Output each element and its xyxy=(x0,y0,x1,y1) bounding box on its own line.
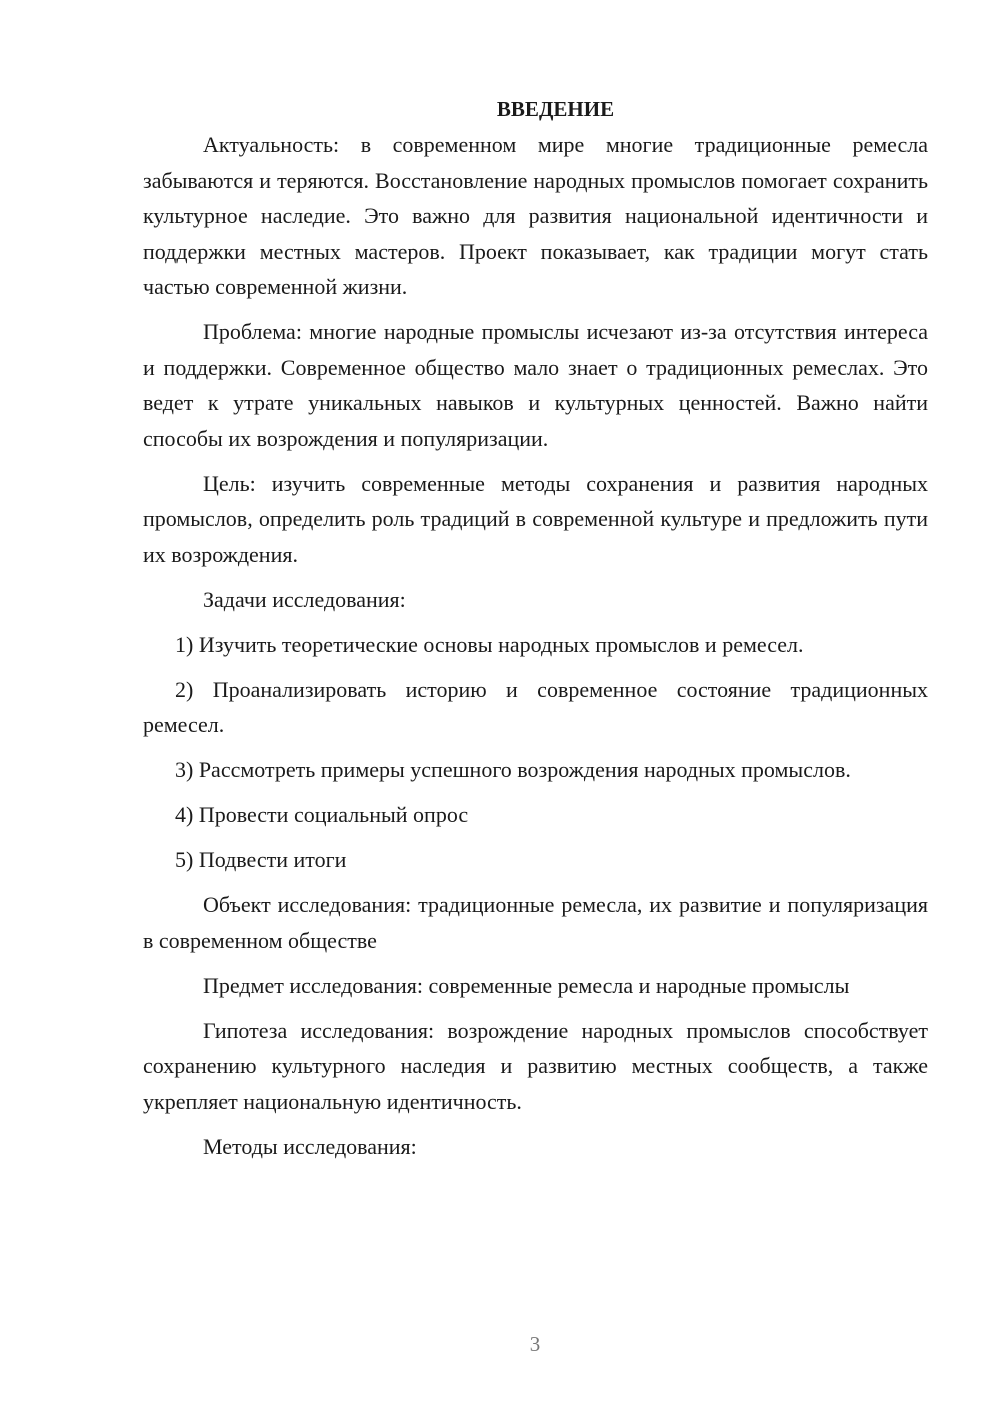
paragraph-object: Объект исследования: традиционные ремесла, их развитие и популяризация в современном обществе xyxy=(143,892,928,953)
document-page xyxy=(143,92,928,1174)
task-item-3: 3) Рассмотреть примеры успешного возрождения народных промыслов. xyxy=(175,757,851,782)
section-heading: ВВЕДЕНИЕ xyxy=(496,97,615,121)
paragraph-problem: Проблема: многие народные промыслы исчезают из-за отсутствия интереса и поддержки. Современное общество мало знает о традиционных ремеслах. Это ведет к утрате уникальных навыков и культурных ценностей. Важно найти способы их возрождения и популяризации. xyxy=(143,319,928,451)
paragraph-tasks-intro: Задачи исследования: xyxy=(203,586,406,612)
paragraph-goal: Цель: изучить современные методы сохранения и развития народных промыслов, определить роль традиций в современной культуре и предложить пути их возрождения. xyxy=(143,470,928,567)
paragraph-relevance: Актуальность: в современном мире многие традиционные ремесла забываются и теряются. Восстановление народных промыслов помогает сохранить культурное наследие. Это важно для развития национальной идентичности и поддержки местных мастеров. Проект показывает, как традиции могут стать частью современной жизни. xyxy=(143,132,928,299)
task-item-1: 1) Изучить теоретические основы народных промыслов и ремесел. xyxy=(175,631,804,657)
task-item-2: 2) Проанализировать историю и современное состояние традиционных ремесел. xyxy=(143,676,928,737)
task-item-5: 5) Подвести итоги xyxy=(175,847,347,872)
task-item-4: 4) Провести социальный опрос xyxy=(175,802,469,827)
paragraph-methods: Методы исследования: xyxy=(203,1133,417,1159)
paragraph-subject: Предмет исследования: современные ремесла и народные промыслы xyxy=(203,972,850,998)
paragraph-hypothesis: Гипотеза исследования: возрождение народных промыслов способствует сохранению культурного наследия и развитию местных сообществ, а также укрепляет национальную идентичность. xyxy=(143,1017,928,1114)
page-number: 3 xyxy=(529,1332,541,1356)
